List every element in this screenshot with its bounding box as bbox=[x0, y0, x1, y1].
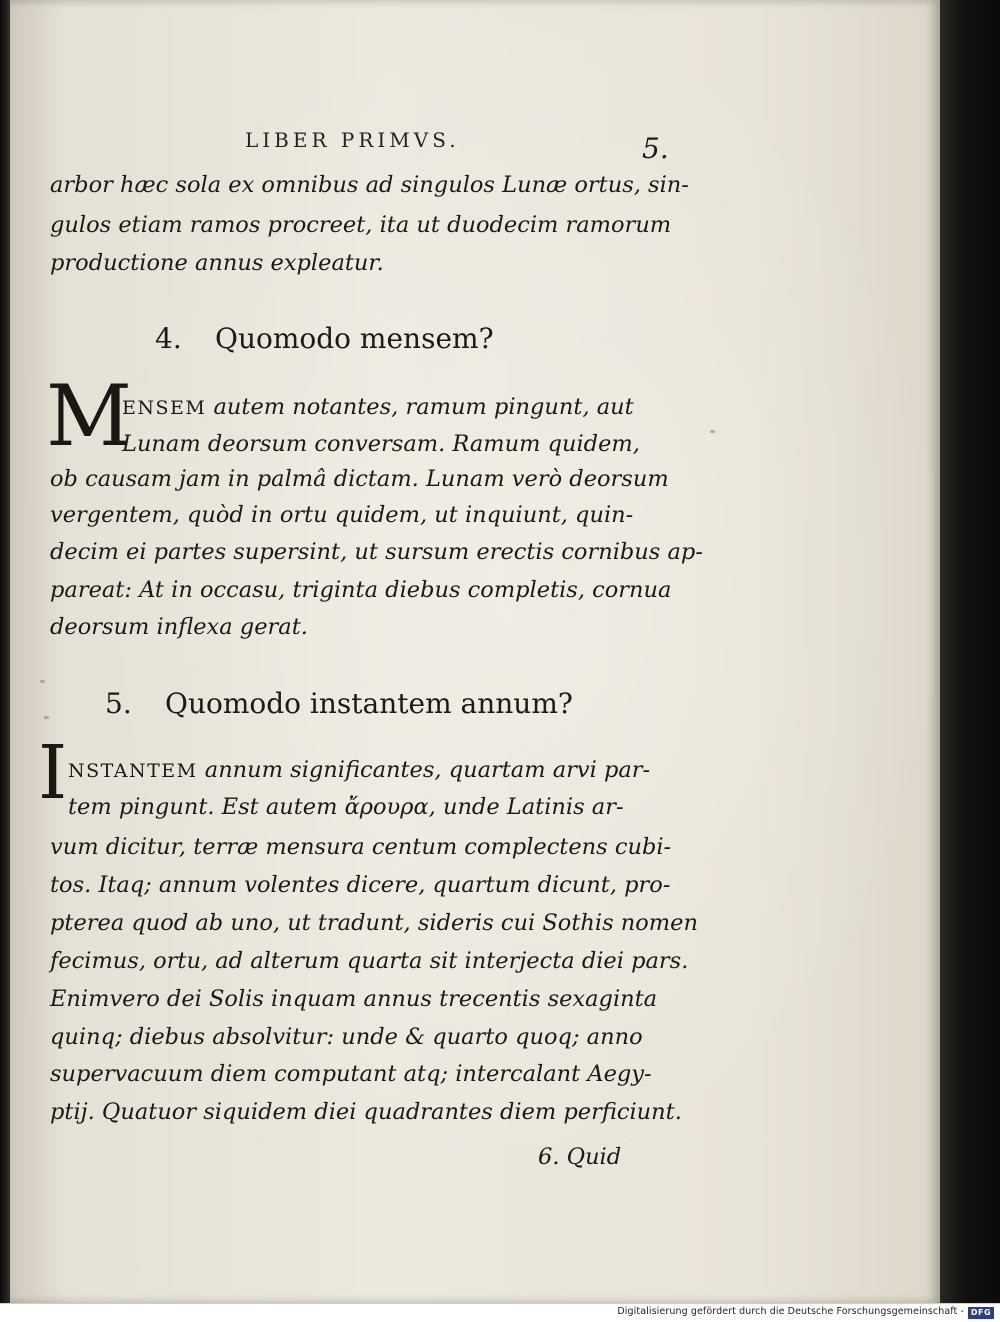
section-5-line: tos. Itaq; annum volentes dicere, quartum dicunt, pro- bbox=[50, 872, 671, 898]
section-4-second-line: Lunam deorsum conversam. Ramum quidem, bbox=[122, 431, 640, 457]
section-5-first-line-rest: annum significantes, quartam arvi par- bbox=[197, 757, 651, 783]
catchword: 6. Quid bbox=[538, 1144, 622, 1170]
intro-line: productione annus expleatur. bbox=[50, 250, 384, 276]
page-speck bbox=[40, 680, 45, 683]
footer-credit: Digitalisierung gefördert durch die Deutsche Forschungsgemeinschaft - bbox=[617, 1306, 964, 1317]
section-5-first-line bbox=[68, 757, 658, 783]
section-5-line: pterea quod ab uno, ut tradunt, sideris cui Sothis nomen bbox=[50, 910, 698, 936]
intro-line: gulos etiam ramos procreet, ita ut duodecim ramorum bbox=[50, 212, 672, 238]
section-5-second-line: tem pingunt. Est autem ἄρουρα, unde Latinis ar- bbox=[68, 794, 624, 820]
section-5-line: fecimus, ortu, ad alterum quarta sit interjecta diei pars. bbox=[50, 948, 689, 974]
section-4-line: decim ei partes supersint, ut sursum erectis cornibus ap- bbox=[50, 539, 703, 565]
section-4-heading bbox=[155, 322, 494, 355]
dfg-logo: DFG bbox=[968, 1307, 994, 1319]
intro-line: arbor hæc sola ex omnibus ad singulos Lunæ ortus, sin- bbox=[50, 172, 689, 198]
page-number: 5. bbox=[642, 132, 669, 165]
section-4-first-line-rest: autem notantes, ramum pingunt, aut bbox=[206, 394, 634, 420]
section-4-line: deorsum inflexa gerat. bbox=[50, 614, 308, 640]
section-5-line: supervacuum diem computant atq; intercalant Aegy- bbox=[50, 1061, 652, 1087]
page-speck bbox=[710, 430, 715, 433]
section-4-line: ob causam jam in palmâ dictam. Lunam verò deorsum bbox=[50, 466, 669, 492]
section-5-line: Enimvero dei Solis inquam annus trecentis sexaginta bbox=[50, 986, 658, 1012]
section-4-title: Quomodo mensem? bbox=[215, 322, 494, 355]
book-page bbox=[10, 0, 940, 1303]
footer-bar bbox=[0, 1303, 1000, 1322]
book-right-edge bbox=[940, 0, 1000, 1303]
section-4-first-line bbox=[122, 394, 662, 420]
section-4-drop-cap: M bbox=[46, 367, 133, 465]
section-5-line: quinq; diebus absolvitur: unde & quarto quoq; anno bbox=[50, 1024, 643, 1050]
section-4-line: vergentem, quòd in ortu quidem, ut inquiunt, quin- bbox=[50, 502, 634, 528]
section-5-number: 5. bbox=[105, 687, 132, 720]
section-5-line: vum dicitur, terræ mensura centum complectens cubi- bbox=[50, 834, 672, 860]
section-4-caps-word: ENSEM bbox=[122, 397, 207, 419]
section-5-caps-word: NSTANTEM bbox=[68, 760, 198, 782]
section-4-line: pareat: At in occasu, triginta diebus completis, cornua bbox=[50, 577, 672, 603]
section-5-drop-cap: I bbox=[38, 730, 68, 816]
section-5-title: Quomodo instantem annum? bbox=[165, 687, 573, 720]
section-4-number: 4. bbox=[155, 322, 182, 355]
section-5-line: ptij. Quatuor siquidem diei quadrantes diem perficiunt. bbox=[50, 1099, 682, 1125]
running-head: LIBER PRIMVS. bbox=[245, 128, 460, 152]
page-speck bbox=[44, 716, 49, 719]
section-5-heading bbox=[105, 687, 573, 720]
